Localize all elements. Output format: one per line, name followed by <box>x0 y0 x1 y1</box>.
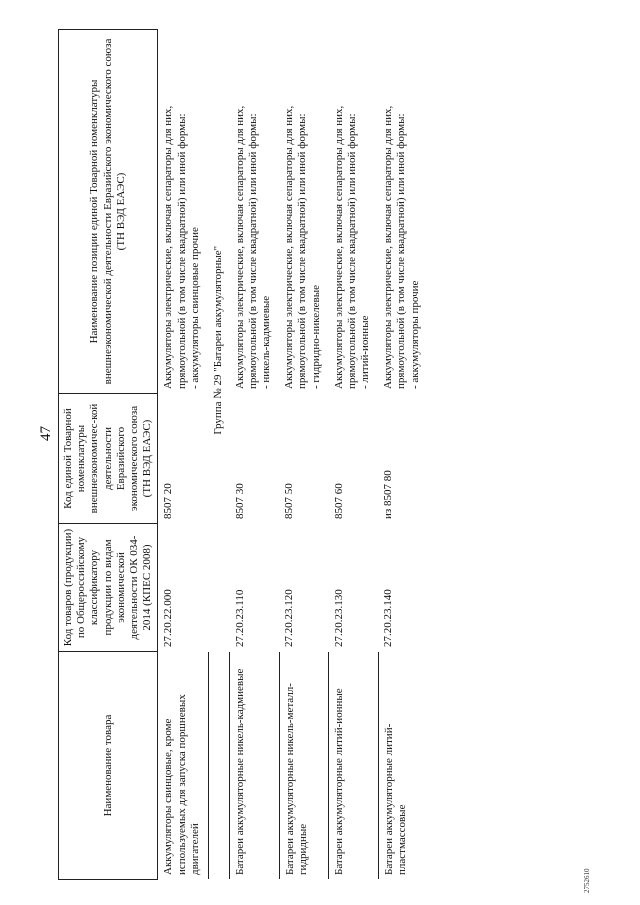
description-line: - гидридно-никелевые <box>309 284 322 389</box>
tnved-code: 8507 30 <box>230 394 280 524</box>
table-row <box>329 30 379 880</box>
rows-before <box>158 30 209 880</box>
tnved-description <box>279 30 329 394</box>
header-tnved-code: Код единой Товарной номенклатуры внешнеэкономичес-кой деятельности Евразийского экономического союза (ТН ВЭД ЕАЭС) <box>59 394 158 524</box>
okpd-code: 27.20.23.140 <box>378 524 428 652</box>
tnved-code: 8507 60 <box>329 394 379 524</box>
description-line: - литий-ионные <box>359 315 372 389</box>
description-line: - никель-кадмиевые <box>259 295 272 389</box>
description-line: - аккумуляторы свинцовые прочие <box>188 227 201 389</box>
okpd-code: 27.20.22.000 <box>158 524 209 652</box>
header-tnved-name: Наименование позиции единой Товарной номенклатуры внешнеэкономической деятельности Евразийского экономического союза (ТН ВЭД ЕАЭС) <box>59 30 158 394</box>
product-name: Аккумуляторы свинцовые, кроме используемых для запуска поршневых двигателей <box>158 652 209 880</box>
table-row <box>158 30 209 880</box>
table-row <box>230 30 280 880</box>
description-line: Аккумуляторы электрические, включая сепараторы для них, прямоугольной (в том числе квадратной) или иной формы: <box>283 105 309 389</box>
document-id: 2752610 <box>583 868 591 893</box>
okpd-code: 27.20.23.130 <box>329 524 379 652</box>
table-row <box>279 30 329 880</box>
okpd-code: 27.20.23.120 <box>279 524 329 652</box>
description-line: Аккумуляторы электрические, включая сепараторы для них, прямоугольной (в том числе квадратной) или иной формы: <box>162 105 188 389</box>
tnved-code: 8507 50 <box>279 394 329 524</box>
description-line: - аккумуляторы прочие <box>408 280 421 389</box>
product-name: Батареи аккумуляторные никель-кадмиевые <box>230 652 280 880</box>
table-header-row <box>59 30 158 880</box>
description-line: Аккумуляторы электрические, включая сепараторы для них, прямоугольной (в том числе квадратной) или иной формы: <box>332 105 358 389</box>
group-name-cell <box>208 652 229 880</box>
goods-table <box>58 29 428 880</box>
description-line: Аккумуляторы электрические, включая сепараторы для них, прямоугольной (в том числе квадратной) или иной формы: <box>382 105 408 389</box>
okpd-code: 27.20.23.110 <box>230 524 280 652</box>
tnved-description <box>230 30 280 394</box>
tnved-description <box>158 30 209 394</box>
tnved-code: из 8507 80 <box>378 394 428 524</box>
description-line: Аккумуляторы электрические, включая сепараторы для них, прямоугольной (в том числе квадратной) или иной формы: <box>233 105 259 389</box>
header-okpd-code: Код товаров (продукции) по Общероссийскому классификатору продукции по видам экономической деятельности ОК 034-2014 (КПЕС 2008) <box>59 524 158 652</box>
tnved-description <box>329 30 379 394</box>
tnved-description <box>378 30 428 394</box>
rows-after <box>230 30 428 880</box>
product-name: Батареи аккумуляторные никель-металл-гидридные <box>279 652 329 880</box>
group-title: Группа № 29 "Батареи аккумуляторные" <box>208 30 229 652</box>
product-name: Батареи аккумуляторные литий-ионные <box>329 652 379 880</box>
rotated-page-content <box>58 30 598 880</box>
group-row <box>208 30 229 880</box>
header-name: Наименование товара <box>59 652 158 880</box>
product-name: Батареи аккумуляторные литий-пластмассовые <box>378 652 428 880</box>
page-number: 47 <box>38 426 54 441</box>
tnved-code: 8507 20 <box>158 394 209 524</box>
table-row <box>378 30 428 880</box>
